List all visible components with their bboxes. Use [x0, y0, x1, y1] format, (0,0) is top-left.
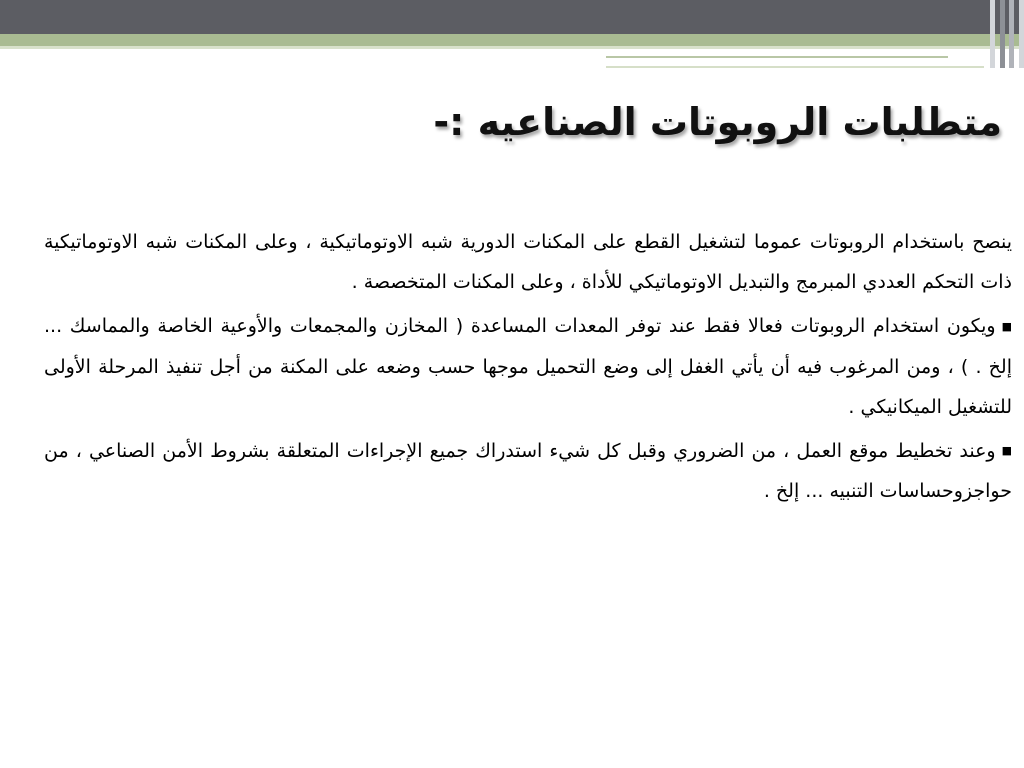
stripe	[990, 0, 995, 68]
paragraph-text: ويكون استخدام الروبوتات فعالا فقط عند توفر المعدات المساعدة ( المخازن والمجمعات والأوعية الخاصة والمماسك ... إلخ . ) ، ومن المرغوب فيه أن يأتي الغفل إلى وضع التحميل موجها حسب وضعه على المكنة من أجل تنفيذ المرحلة الأولى للتشغيل الميكانيكي .	[44, 315, 1012, 418]
stripe	[1019, 0, 1024, 68]
header-accent-line	[0, 46, 1024, 49]
bullet-paragraph	[44, 431, 1012, 512]
header-divider-line	[606, 66, 984, 68]
paragraph-text: ينصح باستخدام الروبوتات عموما لتشغيل القطع على المكنات الدورية شبه الاوتوماتيكية ، وعلى المكنات شبه الاوتوماتيكية ذات التحكم العددي المبرمج والتبديل الاوتوماتيكي للأداة ، وعلى المكنات المتخصصة .	[44, 231, 1012, 293]
slide-body	[44, 222, 1012, 515]
stripe	[1009, 0, 1014, 68]
bullet-paragraph	[44, 306, 1012, 427]
paragraph-text: وعند تخطيط موقع العمل ، من الضروري وقبل كل شيء استدراك جميع الإجراءات المتعلقة بشروط الأمن الصناعي ، من حواجزوحساسات التنبيه ... إلخ .	[44, 439, 1012, 502]
header-divider-line	[606, 56, 948, 58]
slide-title: متطلبات الروبوتات الصناعيه :-	[433, 100, 1002, 144]
header-bar	[0, 0, 1024, 34]
corner-stripes	[990, 0, 1024, 68]
square-bullet-icon: ■	[1001, 444, 1012, 457]
header-accent-bar	[0, 34, 1024, 46]
square-bullet-icon: ■	[1001, 319, 1012, 333]
stripe	[1000, 0, 1005, 68]
paragraph	[44, 222, 1012, 302]
